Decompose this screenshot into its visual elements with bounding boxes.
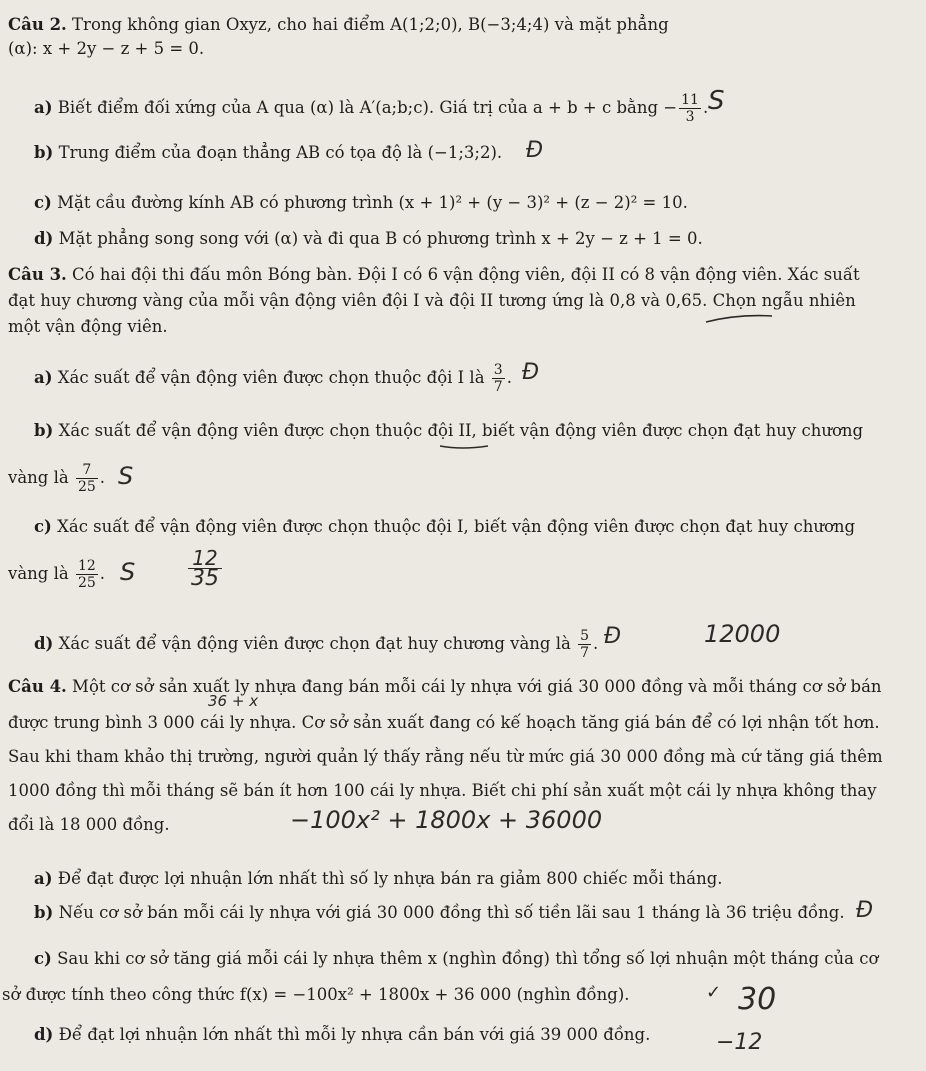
- q4c-handwritten-note: 30: [738, 982, 777, 1017]
- q2a-label: a): [34, 98, 53, 117]
- q4b-label: b): [34, 903, 54, 922]
- q4c-label: c): [34, 949, 52, 968]
- q4-intro-5: đổi là 18 000 đồng.: [8, 815, 170, 834]
- q4-intro-1: Một cơ sở sản xuất ly nhựa đang bán mỗi cái ly nhựa với giá 30 000 đồng và mỗi tháng cơ sở bán: [72, 677, 882, 696]
- q3c-text-2: vàng là: [8, 564, 69, 583]
- q4d-text: Để đạt lợi nhuận lớn nhất thì mỗi ly nhựa cần bán với giá 39 000 đồng.: [58, 1025, 651, 1044]
- q3a-text: Xác suất để vận động viên được chọn thuộc đội I là: [57, 368, 485, 387]
- q2-intro-2: (α): x + 2y − z + 5 = 0.: [8, 39, 205, 58]
- q3a-handwritten-mark: Đ: [522, 360, 540, 385]
- q2a-frac-den: 3: [685, 109, 695, 125]
- q3d-handwritten-note: 12000: [704, 620, 781, 648]
- q3-part-d: d) Xác suất để vận động viên được chọn đạt huy chương vàng là $\frac{5}{7}$ .: [34, 628, 599, 661]
- q4d-handwritten-note: −12: [716, 1030, 763, 1055]
- q4a-label: a): [34, 869, 53, 888]
- q4-handwritten-formula: −100x² + 1800x + 36000: [290, 806, 603, 834]
- q4-title: Câu 4.: [8, 677, 67, 696]
- q2c-label: c): [34, 193, 52, 212]
- q3-underline-stroke: [706, 316, 772, 322]
- q3d-frac-num: 5: [580, 628, 590, 644]
- q2a-text: Biết điểm đối xứng của A qua (α) là A′(a;b;c). Giá trị của a + b + c bằng −: [57, 98, 678, 117]
- q3-part-a: a) Xác suất để vận động viên được chọn thuộc đội I là $\frac{3}{7}$ .: [34, 362, 512, 395]
- q3d-label: d): [34, 634, 54, 653]
- q3c-text-1: Xác suất để vận động viên được chọn thuộc đội I, biết vận động viên được chọn đạt huy chương: [57, 517, 856, 536]
- q3-intro-2: đạt huy chương vàng của mỗi vận động viên đội I và đội II tương ứng là 0,8 và 0,65. Chọn ngẫu nhiên: [8, 291, 856, 310]
- q4a-text: Để đạt được lợi nhuận lớn nhất thì số ly nhựa bán ra giảm 800 chiếc mỗi tháng.: [57, 869, 723, 888]
- q3-part-c-line-2: vàng là $\frac{12}{25}$ .: [8, 558, 106, 591]
- q3d-frac-den: 7: [580, 645, 590, 661]
- q3c-frac-num: 12: [77, 558, 96, 574]
- q2b-text: Trung điểm của đoạn thẳng AB có tọa độ là (−1;3;2).: [58, 143, 503, 162]
- q2a-frac-num: 11: [681, 92, 699, 108]
- q4-intro-3: Sau khi tham khảo thị trường, người quản lý thấy rằng nếu từ mức giá 30 000 đồng mà cứ tăng giá thêm: [8, 747, 883, 766]
- q3d-handwritten-mark: Đ: [604, 624, 622, 649]
- q3b-frac-den: 25: [77, 479, 96, 495]
- q3a-label: a): [34, 368, 53, 387]
- q4-intro-2: được trung bình 3 000 cái ly nhựa. Cơ sở sản xuất đang có kế hoạch tăng giá bán để có lợi nhận tốt hơn.: [8, 713, 880, 732]
- q3c-label: c): [34, 517, 52, 536]
- q2d-text: Mặt phẳng song song với (α) và đi qua B có phương trình x + 2y − z + 1 = 0.: [58, 229, 703, 248]
- q3c-hw-num: 12: [188, 548, 222, 569]
- q2c-text: Mặt cầu đường kính AB có phương trình (x + 1)² + (y − 3)² + (z − 2)² = 10.: [57, 193, 688, 212]
- q2d-label: d): [34, 229, 54, 248]
- q4d-label: d): [34, 1025, 54, 1044]
- q4-part-c-line-2: sở được tính theo công thức f(x) = −100x² + 1800x + 36 000 (nghìn đồng).: [2, 985, 630, 1004]
- q2b-label: b): [34, 143, 54, 162]
- q3b-text-1: Xác suất để vận động viên được chọn thuộc đội II, biết vận động viên được chọn đạt huy chương: [58, 421, 864, 440]
- q3-intro-3: một vận động viên.: [8, 317, 168, 336]
- q2b-handwritten-mark: Đ: [526, 138, 544, 163]
- q3a-frac-den: 7: [493, 379, 503, 395]
- q2-intro-1: Trong không gian Oxyz, cho hai điểm A(1;2;0), B(−3;4;4) và mặt phẳng: [72, 15, 669, 34]
- q3b-text-2: vàng là: [8, 468, 69, 487]
- q3-title: Câu 3.: [8, 265, 67, 284]
- q4-intro-4: 1000 đồng thì mỗi tháng sẽ bán ít hơn 100 cái ly nhựa. Biết chi phí sản xuất một cái ly nhựa không thay: [8, 781, 877, 800]
- q3a-frac-num: 3: [493, 362, 503, 378]
- q3-part-b-line-2: vàng là $\frac{7}{25}$ .: [8, 462, 106, 495]
- q3b-label: b): [34, 421, 54, 440]
- q4b-text: Nếu cơ sở bán mỗi cái ly nhựa với giá 30 000 đồng thì số tiền lãi sau 1 tháng là 36 triệu đồng.: [58, 903, 845, 922]
- q3c-hw-den: 35: [191, 566, 219, 591]
- q4-handwritten-note: 36 + x: [208, 692, 259, 710]
- q3c-handwritten-mark: S: [120, 558, 136, 586]
- q2a-handwritten-mark: S: [708, 86, 725, 116]
- q2-part-a: a) Biết điểm đối xứng của A qua (α) là A′(a;b;c). Giá trị của a + b + c bằng − $\frac{11}{3}$ .: [34, 92, 709, 125]
- q3b-frac-num: 7: [76, 462, 98, 479]
- q3b-handwritten-mark: S: [118, 462, 134, 490]
- q3c-frac-den: 25: [77, 575, 96, 591]
- q3b-underline-stroke: [440, 446, 488, 448]
- q3d-text: Xác suất để vận động viên được chọn đạt huy chương vàng là: [58, 634, 571, 653]
- q4c-handwritten-tick: ✓: [706, 982, 722, 1003]
- q3-intro-1: Có hai đội thi đấu môn Bóng bàn. Đội I có 6 vận động viên, đội II có 8 vận động viên. Xác suất: [72, 265, 860, 284]
- q4c-text-1: Sau khi cơ sở tăng giá mỗi cái ly nhựa thêm x (nghìn đồng) thì tổng số lợi nhuận một tháng của cơ: [57, 949, 879, 968]
- q2-title: Câu 2.: [8, 15, 67, 34]
- q4b-handwritten-mark: Đ: [856, 898, 874, 923]
